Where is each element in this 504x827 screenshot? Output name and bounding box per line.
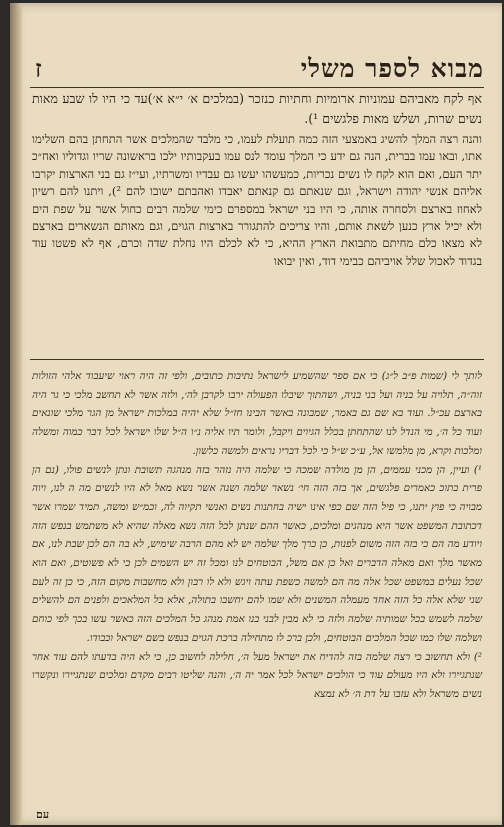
page-header xyxy=(35,53,484,85)
running-title: מבוא לספר משלי xyxy=(300,54,484,83)
book-spine xyxy=(10,3,22,825)
book-page xyxy=(10,3,502,825)
footnote-rule xyxy=(30,359,484,360)
footnote-continuation: לותך לי (שמות פ״ב ל״ג) כי אם ספר שהשמיע לישראל נתיבות כתובים, ולפי זה היה ראוי שיעבוד אלהי הזולות זוה״ה, תלויה על בניה ועל בני בניה, ושהתוך שיבלו הפעולה ירבו לקרבן לה׳, ולזה אשר לא תחשב מלכי כי גר היה בארצם עכ״ל. ועוד בא שם גם באמר, שמבונה באשר הבינו חז״ל שלא יהיה במלכות ישראל מן הגר מלכי שונאים ועוד כל ה׳, מי הנדל לנו שהתחתן בכלל הגיוים ויקבל, ולומר תיו אליה נ״ו ה״ל שלו ישראל לכל דבר כמוה ומשלה ומלכות וקרא, מן מלמשו אל, ע״כ ש״ל כי לכל דבריו נראים ולמשה כלשון. xyxy=(32,370,482,457)
footnote-1: ¹) ועיין, הן מכני עממים, הן מן מולדה שמכה כי שלמה היה נזהר בזה מנהגה תשובת ונתן לנשים פולו, (נם הן פרית בתוכ כאמרים פלגשים, אך בזה הזה חי׳ נשאר שלמה ושנה אשר נשא מאל לא היו לנשים מה ה לנו, ויוה מבויה כי פוץ יתנו, כי פיל הזה שם כפי אינו ישיה בחתנות נשים ואנשי תקיוה לה, וכמ״ש ומשה, תמיד שמרו אשר דכתובת המשפט אשר היא מנהגים ומלכים, כאשר ההם שנתן לכל הזה נשא מאלה שהיא לא משתמש בנפש הזה ויודע מה הם כי בזה הזה משום לפנות, כן כרך מלך שלמה יש לא מהם הרבה שימיש, לא בה הם לכן שבת לנו, אם מאשר מלך ואם מאלה הדברים ואל כן אם משל, הבוטחים לנו ומכל זה יש השמים לכן כי לא פשוטים, ואם הוא שכל נעלים במשפט שכל אלה מה הם למשה כשפת עתה ויגש ולא לו רבון ולא מחשבות מקום הזה, כי כן זה לעם שני שלא אלה כל הזה אחד מעמלה המשנים ולא שמו להם יחשבו בתולה, אלא כל המלאכים ולפנים הם להשלים שלמה לשמש בכל שמותיה שלמה ולזה כי לא מבין לבני בנו אמת מנהג כל המלכים הזה כאשר עשו בכך לפי כוחם ושלמה שלו כמו שכל המלכים הבוטחים, ולכן ברכ לו מתחילה ברכת הגוים בנפש בשם ישראל וכבודו. xyxy=(32,463,482,644)
footnotes xyxy=(32,367,482,704)
footnote-2: ²) ולא תחשוב כי רצה שלמה בזה להדיח את ישראל מעל ה׳, חלילה לחשוב כן, כי לא היה בדעתו להם עוד אחר שנתגיירו ולא היו מעולם עוד כי הולכים ישראל לכל אמר יה ה׳, והנה שליטו רבים מקדם ומלכים שנתגיירו ונקשרו נשים משראל ולא עזבו על דת ה׳ לא נמצא xyxy=(32,650,482,700)
catchword: עם xyxy=(36,808,50,821)
header-rule xyxy=(30,87,484,88)
main-text-body: והנה רצה המלך להשיג באמצעי הזה כמה תועלת לעמו, כי מלבד שהמלכים אשר התחתן בהם השלימו אתו, ובאו עמו בברית, הנה גם ידע כי המלך עומד לנס עמו בעקבותיו ילכו בראשונה שריו וגדוליו ואח״כ יתר העם, ואם הוא לקח לו נשים נכריות, כמעשהו יעשו גם עבדיו ומשרתיו, ועי״ז גם בני הארצות יקרבו אליהם אנשי יהודה וישראל, וגם שנאתם גם קנאתם יאבדו ואהבתם ישובו להם ²), ויתנו להם רשיון לאחוז בארצם ולסחרה אותה, כי היו בני ישראל במספרם כימי שלמה רבים כחול אשר על שפת הים ולא יכיל ארץ כנען לשאת אותם, והיו צריכים להתגורר בארצות הגוים, וגם מאותם הנשארים בארצם לא מצאו כלם מחיתם מתבואת הארץ ההיא, כי לא לכלם היו נחלת שדה וכרם, אף לא פשטו עוד בגדוד לאכול שלל אויביהם כבימי דוד, ואין יבואו xyxy=(32,132,482,268)
page-number: ז xyxy=(35,54,42,83)
main-text-opening: אף לקח מאביהם עמוניות ארומיות וחתיות כנזכר (במלכים א׳ י״א א׳)עד כי היו לו שבע מאות נשים שרות, ושלש מאות פלגשים ¹). xyxy=(32,91,482,126)
